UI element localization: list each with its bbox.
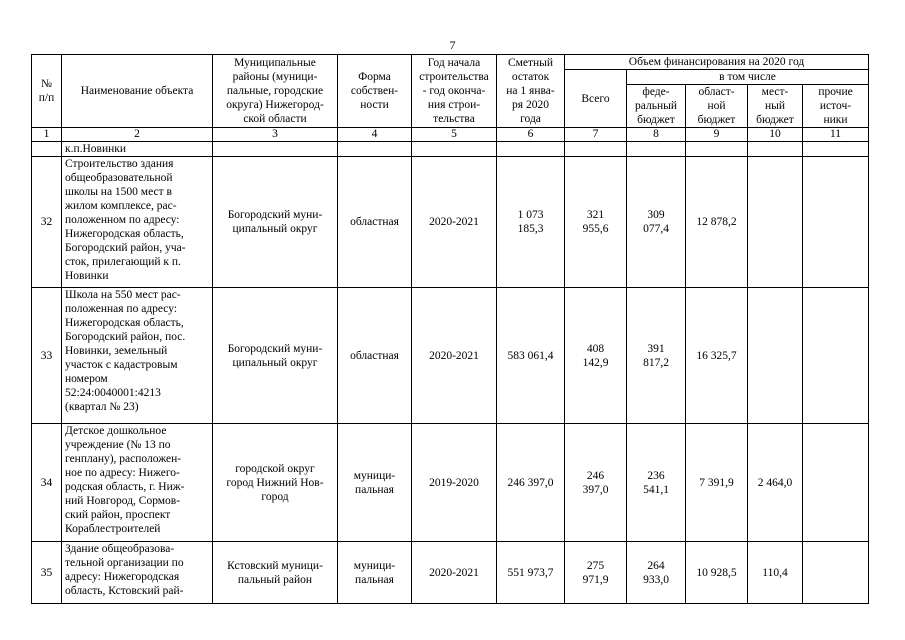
header-num: № п/п <box>32 55 62 128</box>
header-local: мест- ный бюджет <box>748 85 803 128</box>
section-title: к.п.Новинки <box>62 142 213 157</box>
column-number: 6 <box>497 128 565 142</box>
table-row <box>32 157 869 288</box>
column-number: 1 <box>32 128 62 142</box>
table-row <box>32 424 869 542</box>
column-number: 2 <box>62 128 213 142</box>
regional-cell: 10 928,5 <box>686 542 748 604</box>
total-cell: 321 955,6 <box>565 157 627 288</box>
column-number: 9 <box>686 128 748 142</box>
column-number: 5 <box>412 128 497 142</box>
header-funding: Объем финансирования на 2020 год <box>565 55 869 70</box>
column-number: 7 <box>565 128 627 142</box>
district-cell: Богородский муни- ципальный округ <box>213 157 338 288</box>
ownership-cell: областная <box>338 157 412 288</box>
total-cell: 246 397,0 <box>565 424 627 542</box>
years-cell: 2020-2021 <box>412 157 497 288</box>
ownership-cell: областная <box>338 288 412 424</box>
row-number: 34 <box>32 424 62 542</box>
federal-cell: 264 933,0 <box>627 542 686 604</box>
header-ownership: Форма собствен- ности <box>338 55 412 128</box>
federal-cell: 236 541,1 <box>627 424 686 542</box>
district-cell: городской округ город Нижний Нов- город <box>213 424 338 542</box>
object-name: Здание общеобразова- тельной организации по адресу: Нижегородская область, Кстовский рай- <box>62 542 213 604</box>
regional-cell: 12 878,2 <box>686 157 748 288</box>
column-number: 10 <box>748 128 803 142</box>
header-object-name: Наименование объекта <box>62 55 213 128</box>
ownership-cell: муници- пальная <box>338 542 412 604</box>
other-cell <box>803 424 869 542</box>
table-row <box>32 288 869 424</box>
column-number: 11 <box>803 128 869 142</box>
total-cell: 408 142,9 <box>565 288 627 424</box>
estimate-cell: 583 061,4 <box>497 288 565 424</box>
local-cell: 110,4 <box>748 542 803 604</box>
local-cell <box>748 288 803 424</box>
header-other: прочие источ- ники <box>803 85 869 128</box>
ownership-cell: муници- пальная <box>338 424 412 542</box>
total-cell: 275 971,9 <box>565 542 627 604</box>
financing-table <box>31 54 869 604</box>
regional-cell: 16 325,7 <box>686 288 748 424</box>
header-federal: феде- ральный бюджет <box>627 85 686 128</box>
row-number: 35 <box>32 542 62 604</box>
federal-cell: 391 817,2 <box>627 288 686 424</box>
years-cell: 2020-2021 <box>412 288 497 424</box>
row-number: 33 <box>32 288 62 424</box>
column-number: 4 <box>338 128 412 142</box>
district-cell: Кстовский муници- пальный район <box>213 542 338 604</box>
column-number: 8 <box>627 128 686 142</box>
estimate-cell: 246 397,0 <box>497 424 565 542</box>
header-district: Муниципальные районы (муници- пальные, городские округа) Нижегород- ской области <box>213 55 338 128</box>
district-cell: Богородский муни- ципальный округ <box>213 288 338 424</box>
header-including: в том числе <box>627 70 869 85</box>
local-cell: 2 464,0 <box>748 424 803 542</box>
object-name: Детское дошкольное учреждение (№ 13 по генплану), расположен- ное по адресу: Нижего- родская область, г. Ниж- ний Новгород, Сормов- ский район, проспект Кораблестроителей <box>62 424 213 542</box>
column-number: 3 <box>213 128 338 142</box>
header-regional: област- ной бюджет <box>686 85 748 128</box>
estimate-cell: 1 073 185,3 <box>497 157 565 288</box>
years-cell: 2020-2021 <box>412 542 497 604</box>
page-number: 7 <box>449 38 456 52</box>
other-cell <box>803 542 869 604</box>
row-number: 32 <box>32 157 62 288</box>
estimate-cell: 551 973,7 <box>497 542 565 604</box>
header-total: Всего <box>565 70 627 128</box>
header-estimate: Сметный остаток на 1 янва- ря 2020 года <box>497 55 565 128</box>
header-years: Год начала строительства - год оконча- ния строи- тельства <box>412 55 497 128</box>
object-name: Строительство здания общеобразовательной школы на 1500 мест в жилом комплексе, рас- положенном по адресу: Нижегородская область, Богородский район, уча- сток, прилегающий к п. Новинки <box>62 157 213 288</box>
regional-cell: 7 391,9 <box>686 424 748 542</box>
other-cell <box>803 157 869 288</box>
other-cell <box>803 288 869 424</box>
table-row <box>32 542 869 604</box>
object-name: Школа на 550 мест рас- положенная по адресу: Нижегородская область, Богородский район, пос. Новинки, земельный участок с кадастровым номером 52:24:0040001:4213 (квартал № 23) <box>62 288 213 424</box>
local-cell <box>748 157 803 288</box>
years-cell: 2019-2020 <box>412 424 497 542</box>
federal-cell: 309 077,4 <box>627 157 686 288</box>
